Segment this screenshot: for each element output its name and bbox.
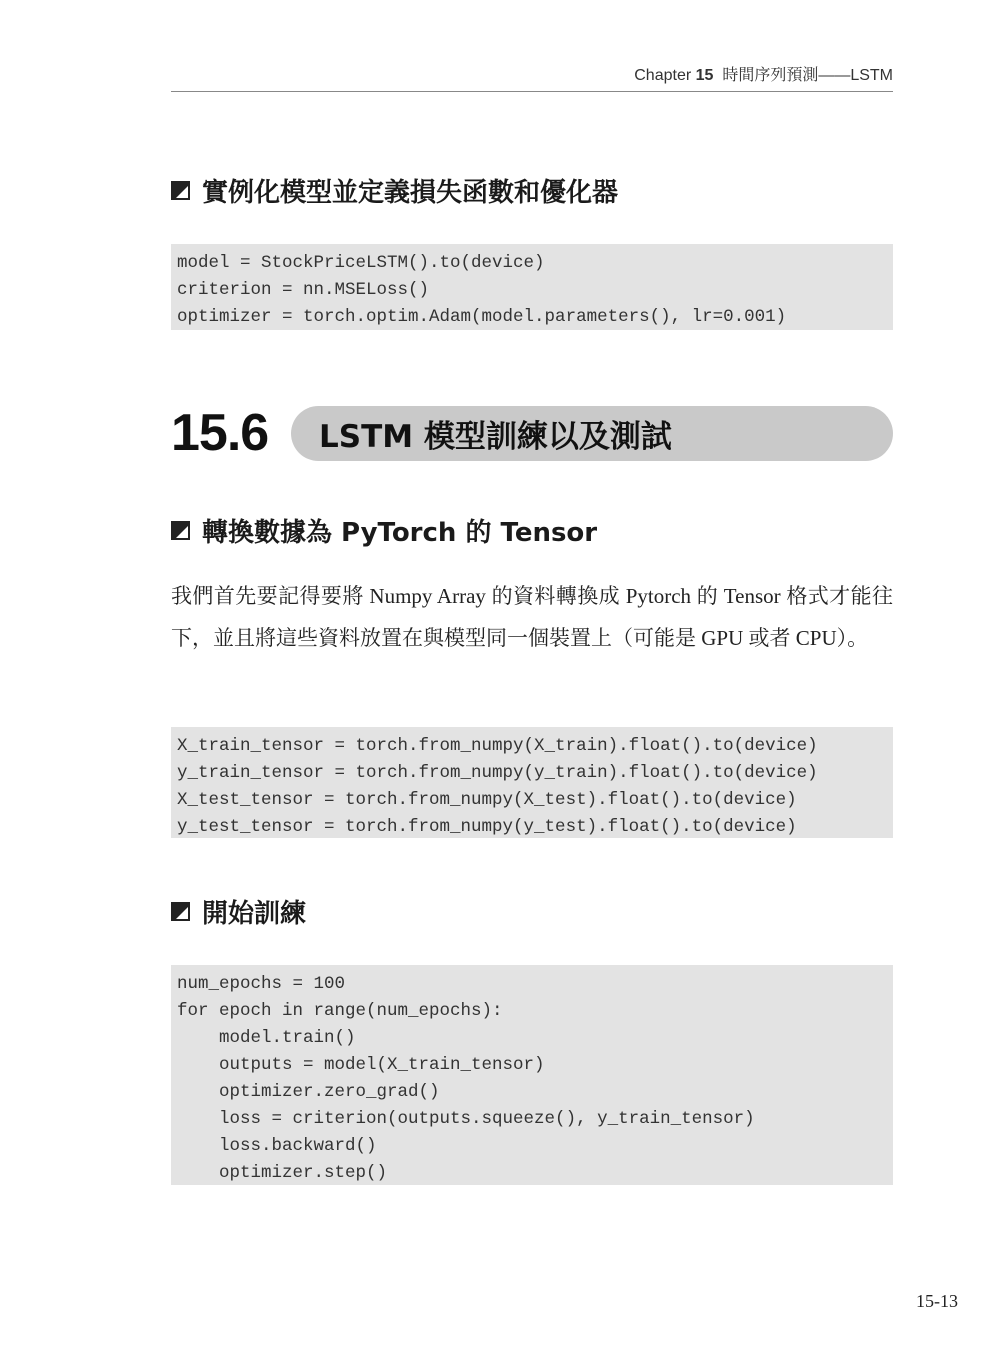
code-line: model.train() bbox=[177, 1028, 356, 1048]
heading-text: 實例化模型並定義損失函數和優化器 bbox=[202, 178, 619, 208]
running-header bbox=[171, 62, 893, 85]
chapter-number: 15 bbox=[695, 67, 714, 84]
heading-marker-icon bbox=[171, 902, 190, 921]
code-line: loss.backward() bbox=[177, 1136, 377, 1156]
code-line: model = StockPriceLSTM().to(device) bbox=[177, 253, 545, 273]
section-heading bbox=[171, 172, 618, 209]
code-line: optimizer.step() bbox=[177, 1163, 388, 1183]
code-line: for epoch in range(num_epochs): bbox=[177, 1001, 503, 1021]
body-paragraph: 我們首先要記得要將 Numpy Array 的資料轉換成 Pytorch 的 Tensor 格式才能往下，並且將這些資料放置在與模型同一個裝置上（可能是 GPU 或者 CPU）。 bbox=[171, 584, 893, 650]
code-line: y_test_tensor = torch.from_numpy(y_test).float().to(device) bbox=[177, 817, 797, 837]
code-block-training bbox=[171, 965, 893, 1185]
page-number: 15-13 bbox=[916, 1291, 958, 1311]
code-line: num_epochs = 100 bbox=[177, 974, 346, 994]
chapter-title: 時間序列預測——LSTM bbox=[722, 67, 893, 84]
chapter-label: Chapter bbox=[634, 67, 692, 84]
section-title-banner bbox=[291, 406, 893, 461]
code-block-tensor bbox=[171, 727, 893, 838]
section-heading bbox=[171, 893, 306, 930]
code-line: criterion = nn.MSELoss() bbox=[177, 280, 430, 300]
code-block-model bbox=[171, 244, 893, 330]
code-line: optimizer.zero_grad() bbox=[177, 1082, 440, 1102]
heading-text: 轉換數據為 PyTorch 的 Tensor bbox=[202, 518, 598, 548]
header-rule bbox=[171, 91, 893, 92]
section-number: 15.6 bbox=[171, 404, 269, 462]
code-line: outputs = model(X_train_tensor) bbox=[177, 1055, 545, 1075]
heading-marker-icon bbox=[171, 521, 190, 540]
code-line: X_test_tensor = torch.from_numpy(X_test).float().to(device) bbox=[177, 790, 797, 810]
section-title: LSTM 模型訓練以及測試 bbox=[319, 419, 672, 455]
code-line: X_train_tensor = torch.from_numpy(X_train).float().to(device) bbox=[177, 736, 818, 756]
section-heading bbox=[171, 512, 597, 549]
code-line: y_train_tensor = torch.from_numpy(y_train).float().to(device) bbox=[177, 763, 818, 783]
heading-text: 開始訓練 bbox=[202, 899, 307, 929]
heading-marker-icon bbox=[171, 181, 190, 200]
code-line: loss = criterion(outputs.squeeze(), y_train_tensor) bbox=[177, 1109, 755, 1129]
code-line: optimizer = torch.optim.Adam(model.parameters(), lr=0.001) bbox=[177, 307, 787, 327]
